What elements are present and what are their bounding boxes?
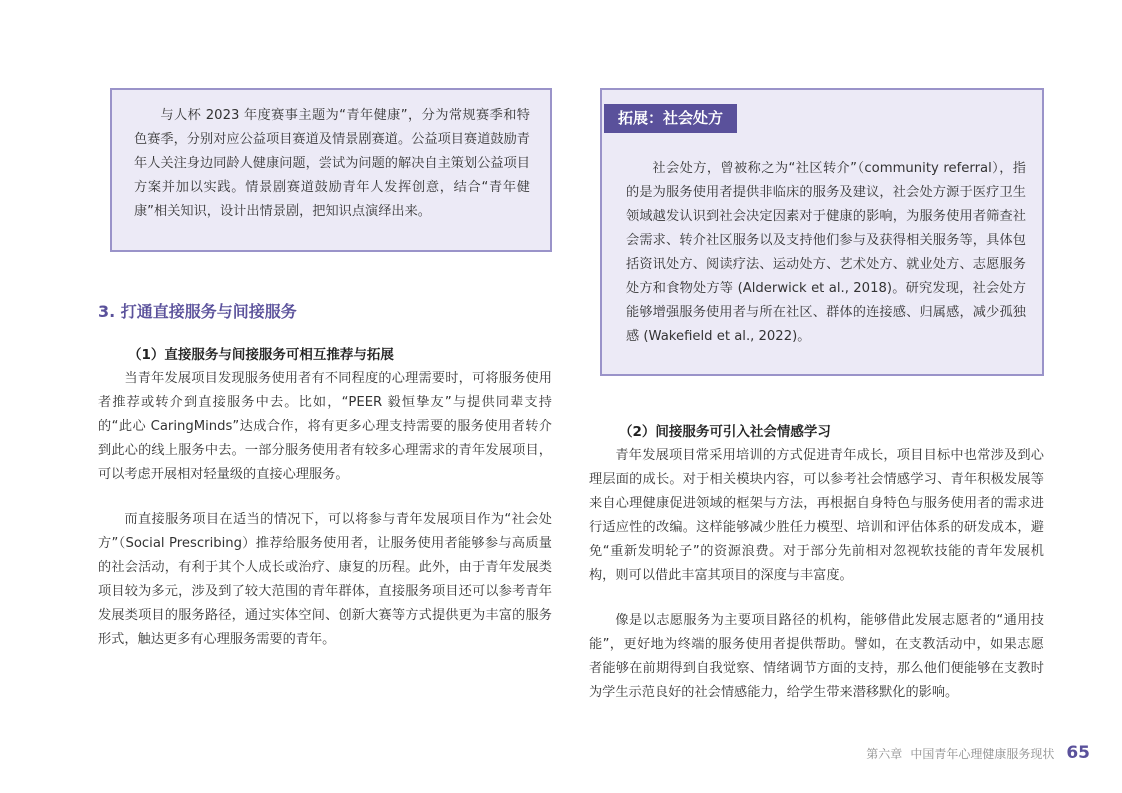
- subsection-heading-2: （2）间接服务可引入社会情感学习: [619, 424, 831, 440]
- extension-box-title: 拓展：社会处方: [604, 104, 737, 133]
- footer-chapter: 第六章: [866, 747, 903, 761]
- page-footer: [866, 743, 1090, 763]
- extension-box-social-prescribing: [600, 88, 1044, 376]
- subsection-1-paragraph-1: 当青年发展项目发现服务使用者有不同程度的心理需要时，可将服务使用者推荐或转介到直接服务中去。比如，“PEER 毅恒挚友”与提供同辈支持的“此心 CaringMinds”达成合作，将有更多心理支持需要的服务使用者转介到此心的线上服务中去。一部分服务使用者有较多心理需求的青年发展项目，可以考虑开展相对轻量级的直接心理服务。: [98, 371, 552, 482]
- footer-book-title: 中国青年心理健康服务现状: [910, 747, 1055, 761]
- extension-box-text: 社会处方，曾被称之为“社区转介”（community referral），指的是为服务使用者提供非临床的服务及建议，社会处方源于医疗卫生领域越发认识到社会决定因素对于健康的影响，为服务使用者筛查社会需求、转介社区服务以及支持他们参与及获得相关服务等，具体包括资讯处方、阅读疗法、运动处方、艺术处方、就业处方、志愿服务处方和食物处方等 (Alderwick et al., 2018)。研究发现，社会处方能够增强服务使用者与所在社区、群体的连接感、归属感，减少孤独感 (Wakefield et al., 2022)。: [626, 161, 1026, 344]
- paragraph-spacer: [98, 487, 552, 508]
- page-number: 65: [1066, 743, 1090, 763]
- subsection-1-paragraph-2: 而直接服务项目在适当的情况下，可以将参与青年发展项目作为“社会处方”（Social Prescribing）推荐给服务使用者，让服务使用者能够参与高质量的社会活动，有利于其个人成长或治疗、康复的历程。此外，由于青年发展类项目较为多元，涉及到了较大范围的青年群体，直接服务项目还可以参考青年发展类项目的服务路径，通过实体空间、创新大赛等方式提供更为丰富的服务形式，触达更多有心理服务需要的青年。: [98, 512, 552, 647]
- section-heading: 3. 打通直接服务与间接服务: [98, 302, 297, 321]
- left-column: [98, 300, 552, 652]
- paragraph-spacer: [589, 588, 1044, 609]
- extension-box-body: [626, 157, 1026, 349]
- subsection-heading-1: （1）直接服务与间接服务可相互推荐与拓展: [128, 347, 394, 363]
- right-column: [589, 420, 1044, 705]
- info-box-text: 与人杯 2023 年度赛事主题为“青年健康”，分为常规赛季和特色赛季，分别对应公益项目赛道及情景剧赛道。公益项目赛道鼓励青年人关注身边同龄人健康问题，尝试为问题的解决自主策划公益项目方案并加以实践。情景剧赛道鼓励青年人发挥创意，结合“青年健康”相关知识，设计出情景剧，把知识点演绎出来。: [134, 108, 530, 219]
- subsection-2-paragraph-1: 青年发展项目常采用培训的方式促进青年成长，项目目标中也常涉及到心理层面的成长。对于相关模块内容，可以参考社会情感学习、青年积极发展等来自心理健康促进领域的框架与方法，再根据自身特色与服务使用者的需求进行适应性的改编。这样能够减少胜任力模型、培训和评估体系的研发成本，避免“重新发明轮子”的资源浪费。对于部分先前相对忽视软技能的青年发展机构，则可以借此丰富其项目的深度与丰富度。: [589, 448, 1044, 583]
- subsection-2-paragraph-2: 像是以志愿服务为主要项目路径的机构，能够借此发展志愿者的“通用技能”，更好地为终端的服务使用者提供帮助。譬如，在支教活动中，如果志愿者能够在前期得到自我觉察、情绪调节方面的支持，那么他们便能够在支教时为学生示范良好的社会情感能力，给学生带来潜移默化的影响。: [589, 613, 1044, 700]
- info-box-youth-cup: [110, 88, 552, 252]
